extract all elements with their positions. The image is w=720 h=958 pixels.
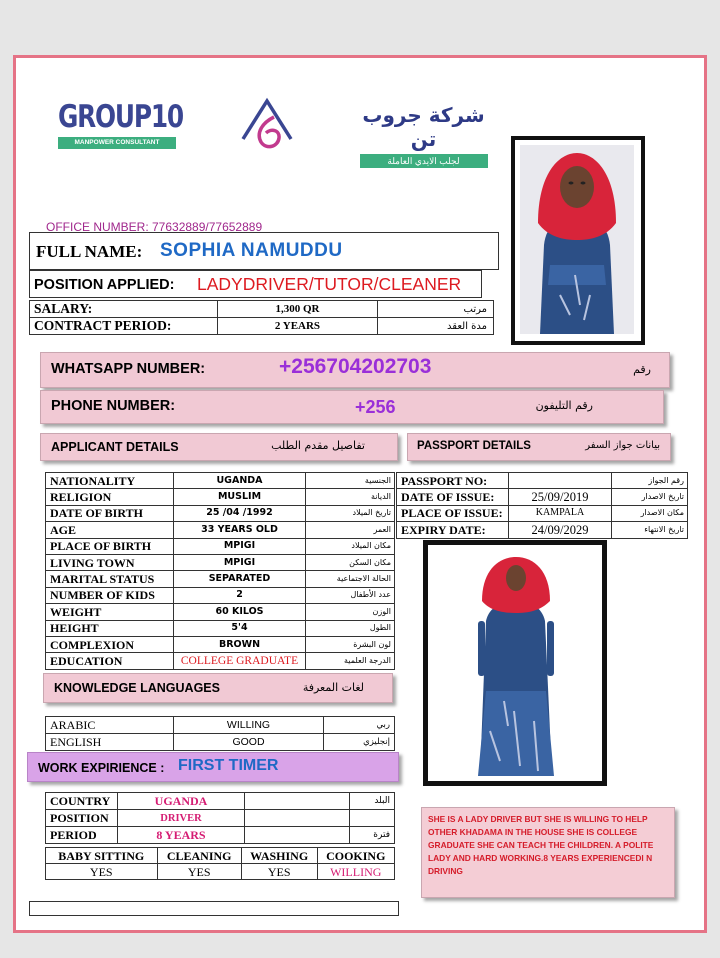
applicant-field-arabic: الوزن — [306, 604, 395, 620]
work-history-row — [46, 793, 395, 810]
applicant-field-label: HEIGHT — [46, 620, 174, 636]
languages-table — [45, 716, 395, 751]
applicant-field-arabic: الجنسية — [306, 473, 395, 489]
applicant-row — [46, 538, 395, 554]
languages-header — [43, 673, 393, 703]
work-history-row — [46, 810, 395, 827]
phone-arabic: رقم التليفون — [535, 399, 593, 412]
phone-value: +256 — [355, 397, 396, 417]
language-level: WILLING — [174, 717, 324, 734]
full-name-label: FULL NAME: — [36, 242, 143, 261]
applicant-field-value: 25 /04 /1992 — [174, 505, 306, 521]
whatsapp-value: +256704202703 — [279, 355, 432, 378]
work-experience-bar — [27, 752, 399, 782]
applicant-details-header — [40, 433, 398, 461]
applicant-row — [46, 571, 395, 587]
work-history-row — [46, 827, 395, 844]
applicant-field-arabic: مكان الميلاد — [306, 538, 395, 554]
applicant-field-value: BROWN — [174, 636, 306, 652]
applicant-field-label: MARITAL STATUS — [46, 571, 174, 587]
applicant-details-table — [45, 472, 395, 670]
work-experience-label: WORK EXPIRIENCE : — [38, 761, 165, 775]
whatsapp-arabic: رقم — [633, 363, 651, 376]
passport-field-value: KAMPALA — [509, 505, 612, 521]
applicant-field-arabic: تاريخ الميلاد — [306, 505, 395, 521]
applicant-field-arabic: الحالة الاجتماعية — [306, 571, 395, 587]
position-label: POSITION APPLIED: — [34, 277, 175, 293]
applicant-field-value: 33 YEARS OLD — [174, 522, 306, 538]
work-field-middle — [245, 827, 350, 844]
applicant-field-arabic: الطول — [306, 620, 395, 636]
applicant-field-value: MUSLIM — [174, 489, 306, 505]
applicant-row — [46, 636, 395, 652]
applicant-field-label: COMPLEXION — [46, 636, 174, 652]
passport-row — [397, 473, 688, 489]
applicant-field-label: PLACE OF BIRTH — [46, 538, 174, 554]
skills-table — [45, 847, 395, 880]
applicant-field-label: NUMBER OF KIDS — [46, 587, 174, 603]
applicant-field-arabic: العمر — [306, 522, 395, 538]
cv-sheet — [13, 55, 707, 933]
applicant-row — [46, 604, 395, 620]
language-row — [46, 717, 395, 734]
work-experience-value: FIRST TIMER — [178, 757, 279, 774]
skill-value: WILLING — [317, 864, 394, 880]
group10-logo — [58, 100, 184, 149]
applicant-details-label: APPLICANT DETAILS — [51, 440, 179, 454]
salary-value: 1,300 QR — [218, 301, 378, 318]
contract-value: 2 YEARS — [218, 318, 378, 335]
skill-value: YES — [157, 864, 241, 880]
applicant-field-label: DATE OF BIRTH — [46, 505, 174, 521]
language-row — [46, 734, 395, 751]
passport-details-header — [407, 433, 671, 461]
full-name-value: SOPHIA NAMUDDU — [160, 240, 343, 261]
skill-header: WASHING — [241, 848, 317, 864]
applicant-row — [46, 489, 395, 505]
passport-row — [397, 522, 688, 538]
work-field-middle — [245, 793, 350, 810]
phone-bar — [40, 390, 664, 424]
applicant-field-label: AGE — [46, 522, 174, 538]
applicant-row — [46, 554, 395, 570]
language-level: GOOD — [174, 734, 324, 751]
languages-arabic: لغات المعرفة — [302, 681, 364, 694]
arabic-logo — [356, 103, 491, 168]
work-history-table — [45, 792, 395, 844]
phone-label: PHONE NUMBER: — [51, 398, 176, 414]
applicant-field-label: EDUCATION — [46, 653, 174, 669]
position-value: LADYDRIVER/TUTOR/CLEANER — [197, 274, 462, 294]
applicant-field-arabic: لون البشرة — [306, 636, 395, 652]
work-field-arabic: فترة — [350, 827, 395, 844]
applicant-row — [46, 620, 395, 636]
passport-details-table — [396, 472, 688, 539]
applicant-field-value: SEPARATED — [174, 571, 306, 587]
skill-header: CLEANING — [157, 848, 241, 864]
group10-logo-subtitle: MANPOWER CONSULTANT — [58, 137, 176, 149]
passport-field-arabic: مكان الاصدار — [612, 505, 688, 521]
contract-arabic: مدة العقد — [378, 318, 494, 335]
whatsapp-label: WHATSAPP NUMBER: — [51, 361, 206, 377]
passport-field-arabic: تاريخ الانتهاء — [612, 522, 688, 538]
applicant-field-label: NATIONALITY — [46, 473, 174, 489]
skill-header: COOKING — [317, 848, 394, 864]
applicant-row — [46, 587, 395, 603]
applicant-row — [46, 653, 395, 669]
applicant-details-arabic: تفاصيل مقدم الطلب — [271, 439, 365, 452]
passport-row — [397, 489, 688, 505]
passport-details-arabic: بيانات جواز السفر — [585, 440, 660, 451]
skill-header: BABY SITTING — [46, 848, 158, 864]
salary-table — [29, 300, 494, 335]
language-arabic: ربي — [324, 717, 395, 734]
work-field-arabic — [350, 810, 395, 827]
applicant-row — [46, 522, 395, 538]
arabic-logo-text: شركة جروب تن — [362, 103, 485, 151]
applicant-field-value: 2 — [174, 587, 306, 603]
language-name: ENGLISH — [46, 734, 174, 751]
applicant-field-arabic: الدرجة العلمية — [306, 653, 395, 669]
work-field-value: 8 YEARS — [118, 827, 245, 844]
applicant-field-arabic: عدد الأطفال — [306, 587, 395, 603]
work-field-arabic: البلد — [350, 793, 395, 810]
blank-field — [29, 901, 399, 916]
passport-field-value — [509, 473, 612, 489]
applicant-row — [46, 473, 395, 489]
arabic-logo-subtitle: لجلب الايدي العاملة — [360, 154, 488, 168]
applicant-field-arabic: الديانة — [306, 489, 395, 505]
work-field-label: PERIOD — [46, 827, 118, 844]
salary-arabic: مرتب — [378, 301, 494, 318]
skill-value: YES — [46, 864, 158, 880]
passport-field-arabic: رقم الجواز — [612, 473, 688, 489]
work-field-label: POSITION — [46, 810, 118, 827]
applicant-field-value: MPIGI — [174, 538, 306, 554]
work-field-label: COUNTRY — [46, 793, 118, 810]
passport-details-label: PASSPORT DETAILS — [417, 440, 531, 452]
salary-label: SALARY: — [30, 301, 218, 318]
applicant-row — [46, 505, 395, 521]
passport-row — [397, 505, 688, 521]
contract-label: CONTRACT PERIOD: — [30, 318, 218, 335]
work-field-value: UGANDA — [118, 793, 245, 810]
applicant-portrait-photo — [511, 136, 645, 345]
applicant-field-value: 5'4 — [174, 620, 306, 636]
group10-logo-text: GROUP10 — [58, 99, 183, 135]
applicant-field-label: WEIGHT — [46, 604, 174, 620]
passport-field-arabic: تاريخ الاصدار — [612, 489, 688, 505]
applicant-field-label: RELIGION — [46, 489, 174, 505]
passport-field-label: DATE OF ISSUE: — [397, 489, 509, 505]
applicant-field-label: LIVING TOWN — [46, 554, 174, 570]
passport-field-value: 24/09/2029 — [509, 522, 612, 538]
skill-value: YES — [241, 864, 317, 880]
position-box — [29, 270, 482, 298]
applicant-field-arabic: مكان السكن — [306, 554, 395, 570]
passport-field-label: EXPIRY DATE: — [397, 522, 509, 538]
applicant-notes: SHE IS A LADY DRIVER BUT SHE IS WILLING TO HELP OTHER KHADAMA IN THE HOUSE SHE IS COLLEGE GRADUATE SHE CAN TEACH THE CHILDREN. A POLITE LADY AND HARD WORKING.8 YEARS EXPERIENCEDI N DRIVING — [421, 807, 675, 898]
applicant-field-value: MPIGI — [174, 554, 306, 570]
passport-field-label: PLACE OF ISSUE: — [397, 505, 509, 521]
applicant-field-value: 60 KILOS — [174, 604, 306, 620]
applicant-field-value: UGANDA — [174, 473, 306, 489]
passport-field-value: 25/09/2019 — [509, 489, 612, 505]
company-emblem-icon — [238, 95, 296, 155]
passport-field-label: PASSPORT NO: — [397, 473, 509, 489]
language-arabic: إنجليزي — [324, 734, 395, 751]
applicant-full-body-photo — [423, 540, 607, 786]
whatsapp-bar — [40, 352, 670, 388]
language-name: ARABIC — [46, 717, 174, 734]
applicant-field-value: COLLEGE GRADUATE — [174, 653, 306, 669]
languages-label: KNOWLEDGE LANGUAGES — [54, 681, 220, 695]
full-name-box — [29, 232, 499, 270]
work-field-middle — [245, 810, 350, 827]
work-field-value: DRIVER — [118, 810, 245, 827]
office-number: OFFICE NUMBER: 77632889/77652889 — [46, 220, 263, 234]
